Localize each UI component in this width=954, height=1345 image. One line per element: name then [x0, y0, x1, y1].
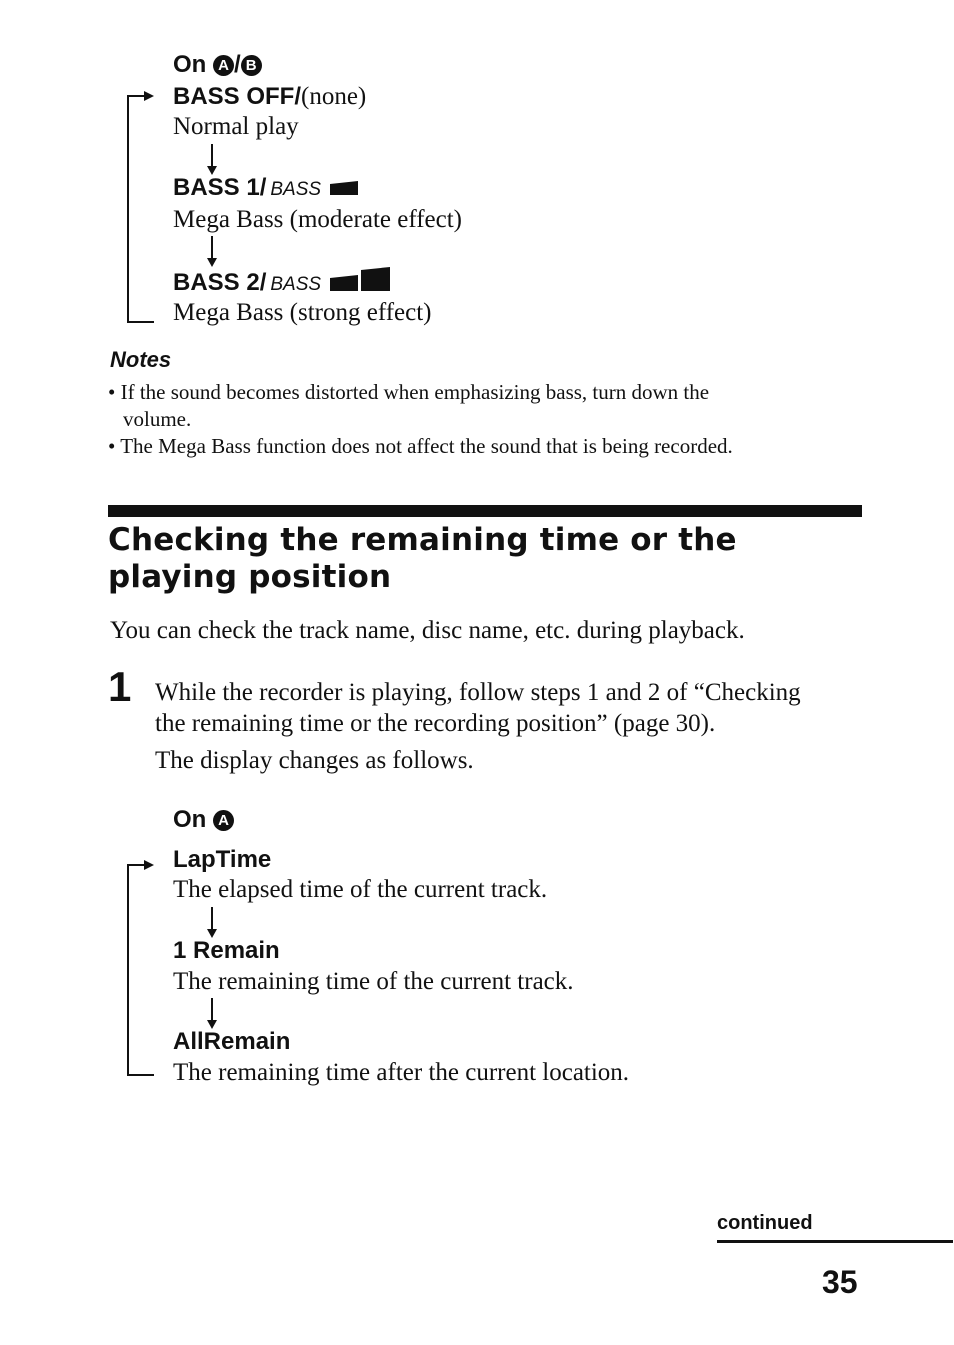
- bass-item-1: [173, 174, 360, 202]
- bass-level-1-icon: [328, 178, 360, 196]
- bass-item-2: [173, 266, 392, 297]
- section-title-line1: Checking the remaining time or the: [108, 522, 737, 558]
- page-number: 35: [822, 1264, 858, 1300]
- bass-1-display-word: BASS: [270, 179, 322, 200]
- bass-2-description: Mega Bass (strong effect): [173, 299, 432, 326]
- bass-header-sep: /: [234, 51, 241, 78]
- continued-rule: [717, 1240, 953, 1243]
- bass-1-label: BASS 1/: [173, 174, 267, 201]
- bullet-icon: •: [108, 380, 116, 404]
- section-intro: You can check the track name, disc name, etc. during playback.: [110, 617, 745, 644]
- note-1-line1: If the sound becomes distorted when emphasizing bass, turn down the: [120, 380, 710, 404]
- one-remain-description: The remaining time of the current track.: [173, 968, 574, 995]
- bass-cycle-bracket: [120, 88, 160, 328]
- bass-1-description: Mega Bass (moderate effect): [173, 206, 462, 233]
- badge-a-icon: A: [213, 55, 234, 76]
- step-sub: The display changes as follows.: [155, 747, 474, 774]
- section-title-line2: playing position: [108, 559, 392, 595]
- bass-item-off: [173, 83, 366, 111]
- badge-b-icon: B: [241, 55, 262, 76]
- display-cycle-bracket: [120, 857, 160, 1081]
- bass-header-prefix: On: [173, 51, 207, 78]
- allremain-label: AllRemain: [173, 1028, 291, 1055]
- note-2-line1: The Mega Bass function does not affect the sound that is being recorded.: [120, 434, 733, 458]
- bass-2-label: BASS 2/: [173, 269, 267, 296]
- note-item-1: [108, 380, 709, 405]
- allremain-description: The remaining time after the current location.: [173, 1059, 630, 1086]
- note-item-2: [108, 434, 733, 459]
- down-arrow-icon: [204, 998, 220, 1030]
- step-number: 1: [108, 663, 132, 710]
- bass-level-2-icon: [328, 266, 392, 292]
- continued-label: continued: [717, 1212, 813, 1234]
- down-arrow-icon: [204, 907, 220, 939]
- display-menu-header: [173, 806, 234, 834]
- bass-2-display-word: BASS: [270, 274, 322, 295]
- bass-off-description: Normal play: [173, 113, 299, 140]
- note-1-line2: volume.: [123, 407, 192, 431]
- badge-a-icon: A: [213, 810, 234, 831]
- bullet-icon: •: [108, 434, 116, 458]
- one-remain-label: 1 Remain: [173, 937, 280, 964]
- bass-menu-header: [173, 51, 262, 79]
- step-line1: While the recorder is playing, follow steps 1 and 2 of “Checking: [155, 679, 801, 706]
- display-header-prefix: On: [173, 806, 207, 833]
- bass-off-suffix: (none): [301, 83, 367, 110]
- section-title: [108, 522, 737, 596]
- down-arrow-icon: [204, 236, 220, 268]
- section-rule: [108, 505, 862, 517]
- step-line2: the remaining time or the recording position” (page 30).: [155, 710, 716, 737]
- laptime-label: LapTime: [173, 846, 272, 873]
- down-arrow-icon: [204, 144, 220, 176]
- bass-off-label: BASS OFF/: [173, 83, 302, 110]
- laptime-description: The elapsed time of the current track.: [173, 876, 548, 903]
- notes-title: Notes: [110, 347, 172, 372]
